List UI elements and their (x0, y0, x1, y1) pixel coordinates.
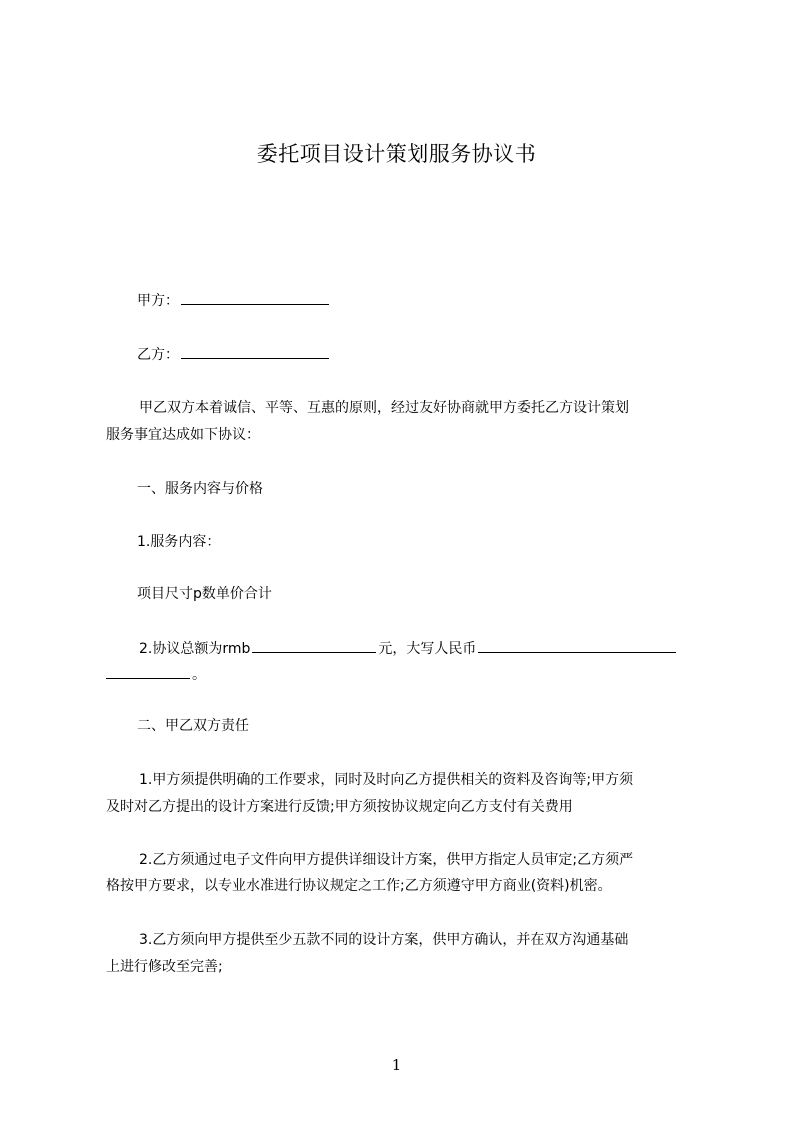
party-b-blank (181, 344, 329, 359)
party-a-line (137, 290, 331, 311)
duty-1-line-1: 1.甲方须提供明确的工作要求，同时及时向乙方提供相关的资料及咨询等;甲方须 (139, 772, 634, 788)
party-a-blank (181, 290, 329, 305)
page-number: 1 (391, 1056, 402, 1074)
party-a-label: 甲方： (137, 293, 179, 309)
section-1-heading: 一、服务内容与价格 (137, 481, 263, 497)
duty-1-line-2: 及时对乙方提出的设计方案进行反馈;甲方须按协议规定向乙方支付有关费用 (106, 799, 573, 815)
table-header-text: 项目尺寸p数单价合计 (137, 586, 272, 602)
duty-2-line-1: 2.乙方须通过电子文件向甲方提供详细设计方案，供甲方指定人员审定;乙方须严 (139, 852, 634, 868)
item-2-line (139, 638, 678, 659)
party-b-label: 乙方： (137, 347, 179, 363)
amount-words-blank (478, 638, 676, 653)
duty-3-line-1: 3.乙方须向甲方提供至少五款不同的设计方案，供甲方确认，并在双方沟通基础 (139, 932, 629, 948)
amount-blank (252, 638, 376, 653)
intro-line-2: 服务事宜达成如下协议： (106, 427, 260, 443)
item-2-prefix: 2.协议总额为rmb (139, 641, 251, 657)
duty-3-line-2: 上进行修改至完善; (106, 959, 223, 975)
item-1-label: 1.服务内容： (137, 534, 221, 550)
section-2-heading: 二、甲乙双方责任 (137, 718, 249, 734)
item-2-middle: 元，大写人民币 (378, 641, 477, 657)
intro-line-1: 甲乙双方本着诚信、平等、互惠的原则，经过友好协商就甲方委托乙方设计策划 (139, 400, 629, 416)
amount-words-blank-cont (106, 664, 190, 679)
party-b-line (137, 344, 331, 365)
item-2-continuation (106, 664, 206, 685)
item-2-end: 。 (192, 667, 206, 683)
document-title: 委托项目设计策划服务协议书 (256, 142, 537, 166)
duty-2-line-2: 格按甲方要求，以专业水准进行协议规定之工作;乙方须遵守甲方商业(资料)机密。 (106, 878, 612, 894)
